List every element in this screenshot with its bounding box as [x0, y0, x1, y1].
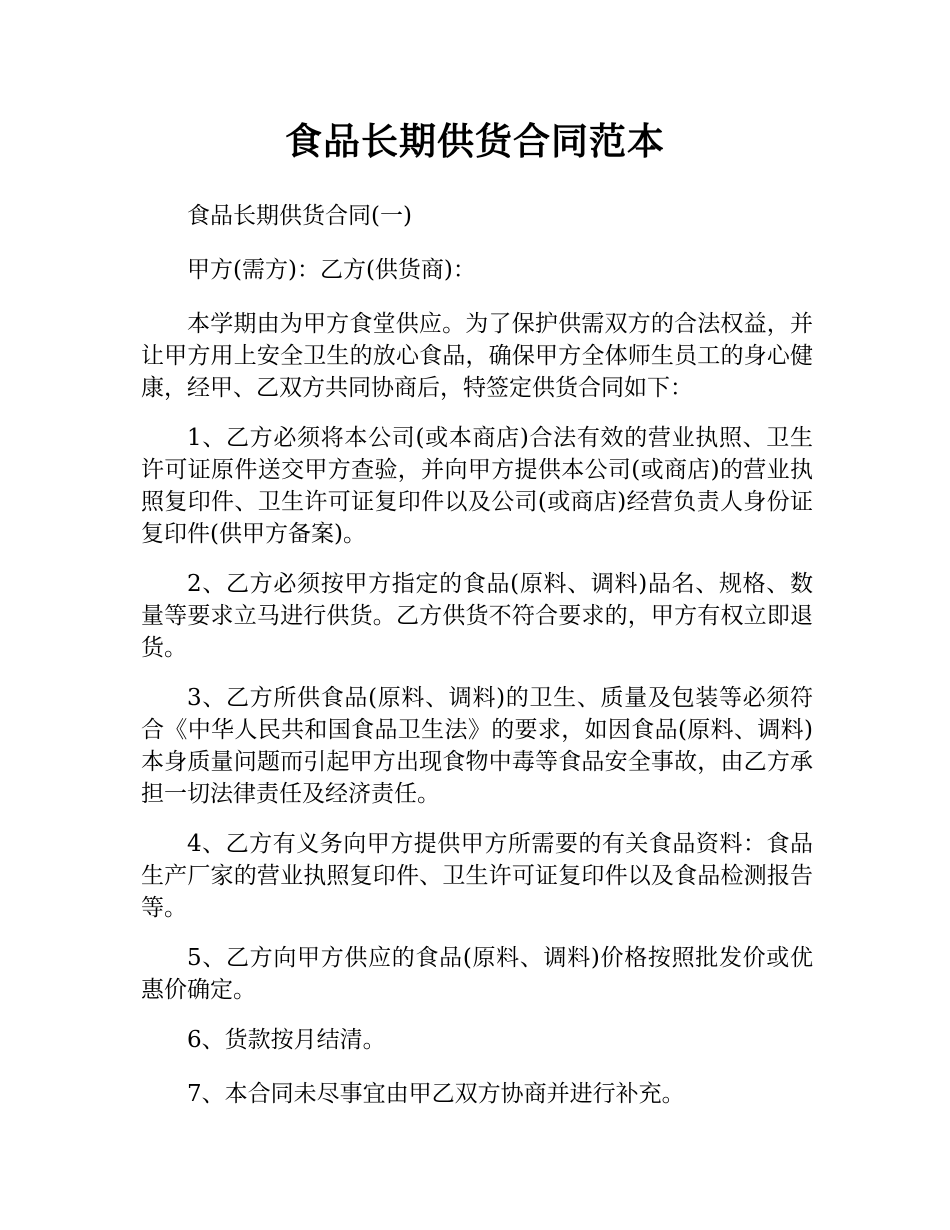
clause-2: 2、乙方必须按甲方指定的食品(原料、调料)品名、规格、数量等要求立马进行供货。乙方供货不符合要求的，甲方有权立即退货。	[141, 571, 813, 661]
clause-6: 6、货款按月结清。	[187, 1027, 386, 1053]
clause-4: 4、乙方有义务向甲方提供甲方所需要的有关食品资料：食品生产厂家的营业执照复印件、卫生许可证复印件以及食品检测报告等。	[141, 831, 813, 921]
clause-7: 7、本合同未尽事宜由甲乙双方协商并进行补充。	[187, 1081, 685, 1107]
document-title: 食品长期供货合同范本	[285, 120, 665, 163]
document-body	[141, 200, 813, 1132]
clause-3: 3、乙方所供食品(原料、调料)的卫生、质量及包装等必须符合《中华人民共和国食品卫生法》的要求，如因食品(原料、调料)本身质量问题而引起甲方出现食物中毒等食品安全事故，由乙方承担一切法律责任及经济责任。	[141, 685, 813, 807]
contract-subtitle: 食品长期供货合同(一)	[187, 203, 412, 229]
contract-intro: 本学期由为甲方食堂供应。为了保护供需双方的合法权益，并让甲方用上安全卫生的放心食品，确保甲方全体师生员工的身心健康，经甲、乙双方共同协商后，特签定供货合同如下：	[141, 311, 813, 401]
contract-parties: 甲方(需方)：乙方(供货商)：	[187, 257, 476, 283]
clause-5: 5、乙方向甲方供应的食品(原料、调料)价格按照批发价或优惠价确定。	[141, 945, 813, 1003]
clause-1: 1、乙方必须将本公司(或本商店)合法有效的营业执照、卫生许可证原件送交甲方查验，并向甲方提供本公司(或商店)的营业执照复印件、卫生许可证复印件以及公司(或商店)经营负责人身份证复印件(供甲方备案)。	[141, 425, 813, 547]
